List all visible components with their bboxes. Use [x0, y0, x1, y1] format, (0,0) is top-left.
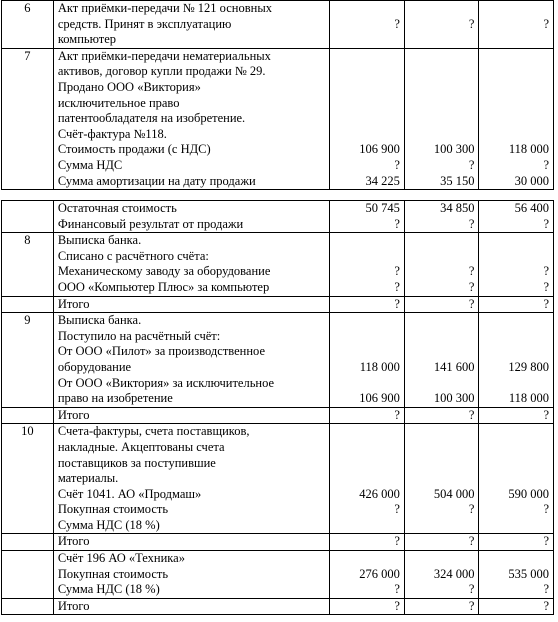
amount-value: [483, 376, 549, 392]
amount-value: ?: [394, 502, 400, 517]
amount-value: 118 000: [508, 391, 549, 406]
amount-value: 324 000: [433, 566, 475, 581]
amount-value: [409, 329, 475, 345]
amount-variant-1: [330, 1, 405, 49]
row-number: [2, 598, 54, 615]
amount-value: 106 900: [359, 142, 400, 157]
table-row: [2, 48, 554, 189]
amount-value: ?: [543, 157, 549, 172]
amount-value: [334, 551, 400, 567]
amount-variant-2: [404, 201, 479, 233]
description-line: оборудование: [57, 359, 132, 374]
operation-description: [53, 201, 330, 233]
amount-value: [334, 96, 400, 112]
amount-value: 30 000: [514, 173, 549, 188]
amount-value: ?: [543, 502, 549, 517]
amount-value: 100 300: [433, 142, 475, 157]
table-row: [2, 424, 554, 534]
description-line: Стоимость продажи (с НДС): [57, 142, 211, 157]
description-line: Финансовый результат от продажи: [57, 216, 244, 231]
amount-value: [334, 111, 400, 127]
operation-description: [53, 233, 330, 296]
amount-value: [483, 551, 549, 567]
description-line: патентообладателя на изобретение.: [57, 111, 246, 126]
description-line: Итого: [57, 534, 90, 549]
amount-value: 118 000: [508, 142, 549, 157]
amount-variant-3: [479, 48, 554, 189]
total-row: [2, 407, 554, 424]
description-line: Сумма амортизации на дату продажи: [57, 173, 256, 188]
row-number: 7: [2, 48, 54, 189]
amount-value: ?: [394, 582, 400, 597]
description-line: Выписка банка.: [57, 313, 142, 328]
amount-value: [334, 64, 400, 80]
amount-value: ?: [394, 157, 400, 172]
amount-variant-3: [479, 551, 554, 599]
amount-variant-2: [404, 424, 479, 534]
table-row: [2, 233, 554, 296]
ledger-table-part-1: [1, 0, 554, 190]
amount-value: [483, 32, 549, 48]
amount-value: [334, 1, 400, 17]
row-number: 9: [2, 313, 54, 408]
amount-variant-1: [330, 233, 405, 296]
amount-value: [334, 424, 400, 440]
amount-value: [409, 313, 475, 329]
amount-variant-2: [404, 313, 479, 408]
operation-description: [53, 551, 330, 599]
amount-value: [483, 249, 549, 265]
amount-variant-1: [330, 598, 405, 615]
description-line: Продано ООО «Виктория»: [57, 79, 201, 94]
amount-value: [334, 456, 400, 472]
amount-variant-1: [330, 48, 405, 189]
amount-value: [483, 127, 549, 143]
amount-variant-1: [330, 534, 405, 551]
amount-value: [483, 233, 549, 249]
amount-value: ?: [468, 16, 475, 31]
amount-value: 34 225: [365, 173, 400, 188]
amount-value: [409, 471, 475, 487]
total-row: [2, 598, 554, 615]
amount-value: [409, 424, 475, 440]
amount-value: ?: [394, 16, 400, 31]
amount-variant-3: [479, 407, 554, 424]
ledger-table-part-2: [1, 200, 554, 615]
amount-value: ?: [468, 279, 475, 294]
amount-value: [334, 49, 400, 65]
amount-value: [334, 471, 400, 487]
description-line: поставщиков за поступившие: [57, 455, 216, 470]
operation-description: [53, 407, 330, 424]
amount-value: [483, 111, 549, 127]
amount-value: 276 000: [359, 566, 400, 581]
total-row: [2, 534, 554, 551]
amount-variant-3: [479, 201, 554, 233]
row-number: [2, 296, 54, 313]
amount-value: 535 000: [508, 566, 549, 581]
description-line: активов, договор купли продажи № 29.: [57, 64, 266, 79]
table-row: [2, 313, 554, 408]
amount-value: [409, 344, 475, 360]
amount-value: [409, 551, 475, 567]
amount-variant-2: [404, 551, 479, 599]
amount-value: ?: [468, 598, 475, 613]
amount-value: [483, 80, 549, 96]
amount-value: ?: [543, 582, 549, 597]
description-line: накладные. Акцептованы счета: [57, 439, 225, 454]
amount-value: ?: [394, 296, 400, 311]
description-line: право на изобретение: [57, 391, 173, 406]
description-line: Сумма НДС (18 %): [57, 517, 160, 532]
amount-value: [409, 249, 475, 265]
amount-value: [483, 518, 549, 534]
operation-description: [53, 296, 330, 313]
amount-value: ?: [468, 407, 475, 422]
amount-value: [483, 456, 549, 472]
amount-value: [409, 111, 475, 127]
description-line: Счёт-фактура №118.: [57, 126, 167, 141]
amount-value: ?: [468, 157, 475, 172]
description-line: Счёт 196 АО «Техника»: [57, 551, 185, 566]
amount-value: [409, 518, 475, 534]
amount-value: [334, 249, 400, 265]
table-row: [2, 1, 554, 49]
amount-value: 106 900: [359, 391, 400, 406]
amount-value: [483, 471, 549, 487]
description-line: Покупная стоимость: [57, 566, 169, 581]
row-number: [2, 201, 54, 233]
description-line: Итого: [57, 296, 90, 311]
amount-value: [409, 127, 475, 143]
amount-value: [334, 80, 400, 96]
description-line: Механическому заводу за оборудование: [57, 264, 271, 279]
description-line: Итого: [57, 407, 90, 422]
amount-value: [334, 329, 400, 345]
amount-value: [334, 127, 400, 143]
amount-variant-3: [479, 1, 554, 49]
amount-value: ?: [543, 534, 549, 549]
amount-value: 50 745: [365, 201, 400, 215]
description-line: Сумма НДС (18 %): [57, 582, 160, 597]
amount-variant-3: [479, 424, 554, 534]
amount-value: [483, 424, 549, 440]
amount-variant-1: [330, 551, 405, 599]
amount-value: 504 000: [433, 486, 475, 501]
description-line: Итого: [57, 598, 90, 613]
amount-variant-1: [330, 313, 405, 408]
description-line: Списано с расчётного счёта:: [57, 248, 209, 263]
amount-value: 141 600: [433, 359, 475, 374]
amount-value: 34 850: [440, 201, 475, 215]
description-line: Покупная стоимость: [57, 502, 169, 517]
amount-value: [334, 344, 400, 360]
description-line: компьютер: [57, 32, 117, 47]
amount-variant-2: [404, 296, 479, 313]
amount-value: [334, 32, 400, 48]
amount-value: [334, 233, 400, 249]
amount-value: ?: [543, 598, 549, 613]
description-line: От ООО «Пилот» за производственное: [57, 344, 266, 359]
description-line: исключительное право: [57, 95, 180, 110]
amount-value: [483, 329, 549, 345]
amount-value: [483, 440, 549, 456]
amount-value: ?: [468, 296, 475, 311]
amount-value: 56 400: [514, 201, 549, 215]
amount-value: ?: [543, 296, 549, 311]
amount-variant-3: [479, 296, 554, 313]
amount-value: [409, 376, 475, 392]
amount-value: ?: [468, 534, 475, 549]
amount-value: 129 800: [508, 359, 549, 374]
row-number: 6: [2, 1, 54, 49]
amount-value: ?: [468, 502, 475, 517]
amount-variant-1: [330, 201, 405, 233]
amount-value: 118 000: [359, 359, 400, 374]
amount-value: ?: [468, 264, 475, 279]
description-line: Сумма НДС: [57, 157, 123, 172]
row-number: 8: [2, 233, 54, 296]
amount-variant-2: [404, 1, 479, 49]
description-line: Счёт 1041. АО «Продмаш»: [57, 486, 202, 501]
amount-value: [334, 376, 400, 392]
amount-variant-3: [479, 534, 554, 551]
amount-value: [409, 49, 475, 65]
amount-value: [409, 96, 475, 112]
amount-value: ?: [543, 216, 549, 231]
operation-description: [53, 1, 330, 49]
operation-description: [53, 313, 330, 408]
amount-value: [334, 313, 400, 329]
amount-value: ?: [468, 582, 475, 597]
amount-value: ?: [543, 264, 549, 279]
amount-value: ?: [394, 216, 400, 231]
operation-description: [53, 598, 330, 615]
amount-value: ?: [543, 407, 549, 422]
amount-variant-3: [479, 598, 554, 615]
amount-variant-1: [330, 407, 405, 424]
amount-value: [483, 96, 549, 112]
amount-value: [483, 64, 549, 80]
amount-value: [409, 456, 475, 472]
description-line: ООО «Компьютер Плюс» за компьютер: [57, 279, 270, 294]
amount-value: [409, 32, 475, 48]
row-number: [2, 407, 54, 424]
amount-variant-2: [404, 48, 479, 189]
description-line: Акт приёмки-передачи № 121 основных: [57, 1, 272, 15]
amount-value: ?: [394, 598, 400, 613]
amount-value: 590 000: [508, 486, 549, 501]
amount-value: ?: [394, 534, 400, 549]
amount-value: [483, 1, 549, 17]
amount-value: ?: [394, 279, 400, 294]
amount-value: [409, 440, 475, 456]
table-row: [2, 201, 554, 233]
description-line: Выписка банка.: [57, 233, 142, 248]
amount-value: ?: [394, 264, 400, 279]
amount-value: [483, 344, 549, 360]
amount-value: ?: [543, 279, 549, 294]
amount-variant-1: [330, 424, 405, 534]
description-line: средств. Принят в эксплуатацию: [57, 16, 232, 31]
amount-value: [334, 518, 400, 534]
amount-value: 100 300: [433, 391, 475, 406]
amount-variant-3: [479, 233, 554, 296]
row-number: [2, 534, 54, 551]
amount-value: [483, 49, 549, 65]
amount-variant-2: [404, 407, 479, 424]
amount-value: 426 000: [359, 486, 400, 501]
description-line: материалы.: [57, 471, 119, 486]
description-line: От ООО «Виктория» за исключительное: [57, 375, 275, 390]
amount-value: [334, 440, 400, 456]
amount-value: 35 150: [440, 173, 475, 188]
row-number: 10: [2, 424, 54, 534]
amount-value: [409, 64, 475, 80]
description-line: Счета-фактуры, счета поставщиков,: [57, 424, 250, 439]
description-line: Акт приёмки-передачи нематериальных: [57, 48, 271, 63]
operation-description: [53, 48, 330, 189]
table-row: [2, 551, 554, 599]
amount-variant-2: [404, 534, 479, 551]
amount-value: [409, 1, 475, 17]
amount-variant-2: [404, 233, 479, 296]
operation-description: [53, 534, 330, 551]
amount-value: [409, 233, 475, 249]
amount-value: [409, 80, 475, 96]
amount-variant-1: [330, 296, 405, 313]
amount-value: ?: [543, 16, 549, 31]
description-line: Поступило на расчётный счёт:: [57, 328, 221, 343]
amount-value: ?: [394, 407, 400, 422]
amount-value: [483, 313, 549, 329]
operation-description: [53, 424, 330, 534]
amount-value: ?: [468, 216, 475, 231]
amount-variant-2: [404, 598, 479, 615]
amount-variant-3: [479, 313, 554, 408]
total-row: [2, 296, 554, 313]
description-line: Остаточная стоимость: [57, 201, 177, 215]
row-number: [2, 551, 54, 599]
